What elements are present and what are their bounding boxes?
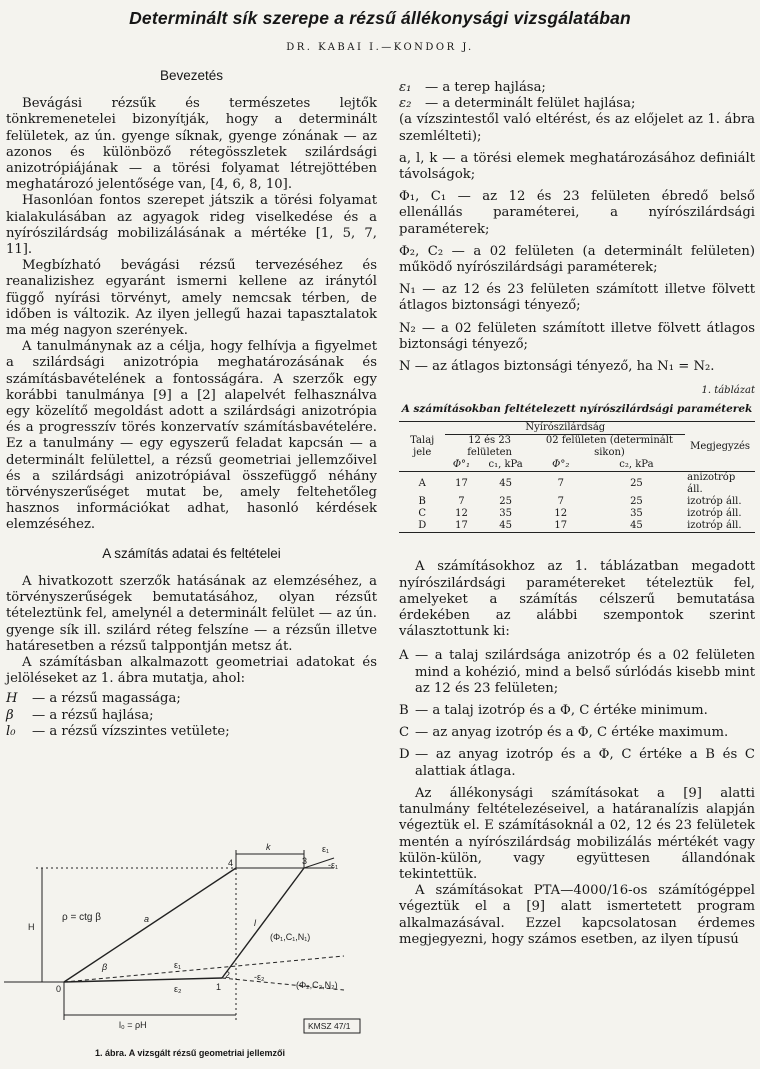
paragraph: Megbízható bevágási rézsű tervezéséhez és reanalizishez egyaránt ismerni kellene az iránytól függő nyírási törvényt, amely nemcsak térben, de időben is változik. Az ilyen jellegű hazai tapasztalatok ma még nagyon szerények.: [6, 258, 377, 339]
col-header-f1: 12 és 23 felületen: [467, 435, 512, 459]
paragraph: A számításban alkalmazott geometriai adatokat és jelöléseket az 1. ábra mutatja, ahol:: [6, 654, 377, 687]
table-caption: A számításokban feltételezett nyírószilárdsági paraméterek: [401, 403, 753, 416]
table-row: [399, 472, 755, 497]
cell: 25: [630, 496, 643, 508]
col-header-nyiroszilardsag: Nyírószilárdság: [445, 422, 685, 435]
symbol: ε₁: [399, 80, 412, 95]
cell: 25: [630, 478, 643, 490]
figure-1-slope-geometry: [4, 830, 379, 1055]
col-header-megjegyzes: Megjegyzés: [690, 440, 751, 452]
list-text: — a talaj izotróp és a Φ, C értéke minimum.: [415, 703, 708, 719]
table-row: [399, 508, 755, 520]
list-text: — az anyag izotróp és a Φ, C értéke maximum.: [415, 725, 729, 741]
label-eps1c: -ε₁: [328, 860, 339, 870]
definition: — a rézsű magassága;: [32, 691, 181, 707]
label-rho: ρ = ctg β: [62, 912, 101, 923]
list-text: — az anyag izotróp és a Φ, C értéke a B és C alattiak átlaga.: [415, 747, 755, 779]
label-phi2: (Φ₂,C₂,N₂): [296, 980, 338, 990]
label-l0: l₀ = ρH: [119, 1020, 147, 1030]
cell: anizotróp áll.: [687, 472, 736, 496]
table-number: 1. táblázat: [701, 385, 755, 397]
def-akl: a, l, k — a törési elemek meghatározásához definiált távolságok;: [399, 150, 755, 183]
article-title: Determinált sík szerepe a rézsű állékonysági vizsgálatában: [129, 8, 631, 28]
list-key: D: [399, 747, 410, 763]
list-key: C: [399, 725, 410, 741]
cell: 7: [557, 496, 564, 508]
label-l: l: [254, 918, 256, 928]
label-beta: β: [102, 962, 108, 972]
cell: 12: [455, 508, 468, 520]
definition-row: [399, 96, 755, 112]
definition: — a determinált felület hajlása;: [425, 96, 636, 112]
paragraph: A számításokhoz az 1. táblázatban megadott nyírószilárdsági paramétereket tételeztük fel, amelyeket a számítás célszerű bemutatása érdekében az alábbi szempontok szerint választottunk ki:: [399, 559, 755, 640]
list-item: [399, 703, 755, 719]
point-1: 1: [216, 982, 222, 992]
cell: 35: [630, 508, 643, 520]
cell: 12: [554, 508, 568, 520]
authors: DR. KABAI I.—KONDOR J.: [286, 42, 474, 53]
paragraph: A tanulmánynak az a célja, hogy felhívja a figyelmet a szilárdsági anizotrópia meghatározásának és számításbavételének a fontosságára. A szerzők egy korábbi tanulmánya [9] a [2] alapelvét felhasználva egy közelítő megoldást adott a szilárdsági anizotrópia és a progresszív törés konzervatív számításbavételére. Ez a tanulmány — egy egyszerű feladat kapcsán — a determinált felülettel, a rézsű geometriai jellemzőivel és a szilárdsági anizotrópiával összefüggő néhány törvényszerűséget mutat be, amely feltehetőleg hasznos információkat adhat, hasonló kérdések elemzéséhez.: [6, 339, 377, 533]
point-4: 4: [228, 858, 234, 868]
def-phi1: Φ₁, C₁ — az 12 és 23 felületen ébredő belső ellenállás paraméterei, a nyírószilárdsági paraméterek;: [399, 189, 755, 237]
def-phi2: Φ₂, C₂ — a 02 felületen (a determinált felületen) működő nyírószilárdsági paraméterek;: [399, 243, 755, 276]
cell: A: [418, 478, 426, 490]
paragraph: A hivatkozott szerzők hatásának az elemzéséhez, a törvényszerűségek bemutatásához, olyan rézsűt tételeztünk fel, amelynél a determinált felület — az ún. gyenge sík ill. szilárd réteg felszíne — a rézsűn illetve határesetben a rézsű talppontján metsz át.: [6, 573, 377, 654]
symbol: l₀: [6, 723, 16, 739]
list-text: — a talaj szilárdsága anizotróp és a 02 felületen mind a kohézió, mind a belső súrlódás kisebb mint az 12 és 23 felületen;: [415, 648, 755, 696]
paragraph: Hasonlóan fontos szerepet játszik a törési folyamat kialakulásában az agyagok rideg viselkedése és a nyírószilárdság mobilizálásának a mértéke [1, 5, 7, 11].: [6, 193, 377, 258]
cell: 7: [557, 478, 564, 490]
symbol: ε₂: [399, 96, 412, 112]
label-k: k: [266, 842, 271, 852]
col-header-phi1: Φ°₁: [452, 459, 471, 471]
cell: 17: [455, 478, 468, 490]
col-header-talaj: Talaj jele: [410, 434, 435, 458]
heading-introduction: Bevezetés: [159, 68, 224, 83]
def-n: N — az átlagos biztonsági tényező, ha N₁ = N₂.: [399, 359, 715, 375]
symbol: H: [6, 691, 18, 707]
point-2: 2: [225, 970, 231, 980]
right-column: [399, 80, 755, 948]
parameters-table: [399, 421, 755, 533]
list-key: A: [399, 648, 409, 664]
list-item: [399, 725, 755, 741]
cell: 45: [499, 478, 512, 490]
definition-row: [6, 708, 377, 724]
table-row: [399, 520, 755, 533]
cell: C: [418, 508, 427, 520]
label-eps1: ε₁: [174, 960, 182, 970]
cell: 17: [554, 520, 568, 532]
definition-row: [6, 724, 377, 740]
cell: 45: [630, 520, 643, 532]
paragraph: Az állékonysági számításokat a [9] alatti tanulmány feltételezéseivel, a határanalízis alapján végeztük el. E számításoknál a 02, 12 és 23 felületek mentén a nyírószilárdság mobilizálás mértékét vagy külön-külön, vagy együttesen állandónak tekintettük.: [399, 785, 755, 882]
cell: 45: [499, 520, 512, 532]
label-phi1: (Φ₁,C₁,N₁): [270, 932, 311, 942]
symbol-definitions: [6, 691, 377, 740]
definition: — a rézsű hajlása;: [32, 707, 154, 723]
cell: 17: [455, 520, 468, 532]
cell: 7: [458, 496, 465, 508]
symbol: β: [6, 707, 14, 723]
label-eps2: ε₂: [174, 984, 182, 994]
col-header-c2: c₂, kPa: [619, 459, 654, 471]
point-3: 3: [302, 856, 308, 866]
col-header-f2: 02 felületen (determinált sikon): [545, 435, 673, 459]
criteria-list: [399, 648, 755, 779]
definition-row: [6, 691, 377, 707]
heading-data: A számítás adatai és feltételei: [102, 545, 281, 561]
cell: izotróp áll.: [687, 520, 742, 532]
def-n2: N₂ — a 02 felületen számított illetve fölvett átlagos biztonsági tényező;: [399, 320, 755, 352]
failure-surface-12: [222, 868, 304, 978]
label-a: a: [144, 914, 150, 924]
label-h: H: [28, 922, 35, 932]
definition: — a rézsű vízszintes vetülete;: [32, 723, 230, 739]
list-item: [399, 747, 755, 779]
paragraph: Bevágási rézsűk és természetes lejtők tönkremenetelei bizonyítják, hogy a determinált felületek, az ún. gyenge síknak, gyenge zónának — az azonos és különböző rétegösszletek szilárdsági anizotrópiájának — a törési folyamat létrejöttében meghatározó jelentősége van, [4, 6, 8, 10].: [6, 96, 377, 193]
paren-note: (a vízszintestől való eltérést, és az előjelet az 1. ábra szemlélteti);: [399, 112, 755, 144]
label-eps1b: ε₁: [322, 844, 330, 854]
cell: izotróp áll.: [687, 508, 742, 520]
list-item: [399, 648, 755, 697]
list-key: B: [399, 703, 409, 719]
symbol-definitions: [399, 80, 755, 112]
def-n1: N₁ — az 12 és 23 felületen számított illetve fölvett átlagos biztonsági tényező;: [399, 282, 755, 314]
point-0: 0: [56, 984, 62, 994]
cell: B: [418, 496, 426, 508]
definition: — a terep hajlása;: [425, 80, 546, 95]
paragraph: A számításokat PTA—4000/16-os számítógéppel végeztük el a [9] alatt ismertetett program alkalmazásával. Ezzel kapcsolatosan érdemes megjegyezni, hogy számos esetben, az ilyen típusú: [399, 883, 755, 947]
slope-face: [64, 868, 236, 982]
label-eps2b: -ε₂: [254, 972, 265, 982]
figure-caption: 1. ábra. A vizsgált rézsű geometriai jellemzői: [95, 1048, 285, 1058]
col-header-phi2: Φ°₂: [552, 459, 570, 471]
stamp: KMSZ 47/1: [308, 1021, 351, 1031]
definition-row: [399, 80, 755, 96]
cell: izotróp áll.: [687, 496, 742, 508]
left-column: [6, 56, 377, 740]
cell: D: [418, 520, 427, 532]
col-header-c1: c₁, kPa: [488, 459, 523, 471]
cell: 25: [499, 496, 512, 508]
cell: 35: [499, 508, 512, 520]
table-row: [399, 496, 755, 508]
